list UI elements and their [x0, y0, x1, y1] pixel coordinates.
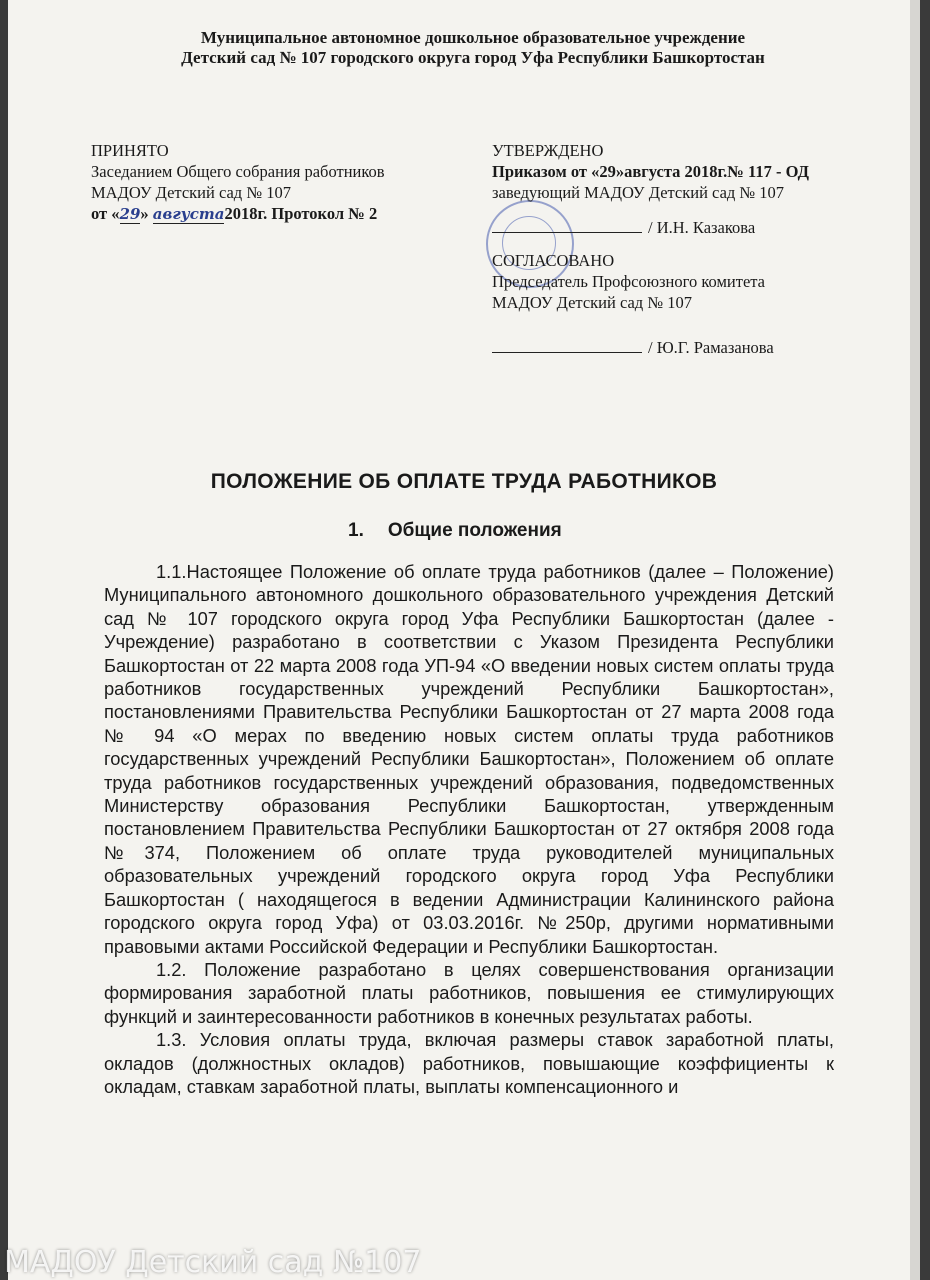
paragraph-1-1: 1.1.Настоящее Положение об оплате труда работников (далее – Положение) Муниципального автономного дошкольного образовательного учреждения Детский сад № 107 городского округа город Уфа Республики Башкортостан (далее - Учреждение) разработано в соответствии с Указом Президента Республики Башкортостан от 22 марта 2008 года УП-94 «О введении новых систем оплаты труда работников государственных учреждений Республики Башкортостан», постановлениями Правительства Республики Башкортостан от 27 марта 2008 года № 94 «О мерах по введению новых систем оплаты труда работников государственных учреждений Республики Башкортостан», Положением об оплате труда работников государственных учреждений образования, подведомственных Министерству образования Республики Башкортостан, утвержденным постановлением Правительства Республики Башкортостан от 27 октября 2008 года №374, Положением об оплате труда руководителей муниципальных образовательных учреждений городского округа город Уфа Республики Башкортостан ( находящегося в ведении Администрации Калининского района городского округа город Уфа) от 03.03.2016г. №250р, другими нормативными правовыми актами Российской Федерации и Республики Башкортостан.	[104, 561, 834, 957]
handwritten-day: 29	[119, 205, 141, 223]
accepted-date: от «29» августа2018г. Протокол № 2	[91, 204, 378, 223]
handwritten-month: августа	[152, 205, 225, 223]
agreed-line-2: МАДОУ Детский сад № 107	[492, 293, 692, 312]
approved-signer: / И.Н. Казакова	[648, 218, 756, 237]
page-edge-shadow	[910, 0, 920, 1280]
section-number: 1.	[348, 520, 364, 541]
accepted-line-1: Заседанием Общего собрания работников	[91, 162, 385, 181]
approved-line-2: заведующий МАДОУ Детский сад № 107	[492, 183, 785, 202]
accepted-line-2: МАДОУ Детский сад № 107	[91, 183, 291, 202]
approved-label: УТВЕРЖДЕНО	[492, 141, 604, 160]
approved-signature-row	[492, 217, 852, 238]
agreed-line-1: Председатель Профсоюзного комитета	[492, 272, 765, 291]
header-line-1: Муниципальное автономное дошкольное образовательное учреждение	[200, 28, 746, 47]
header-line-2: Детский сад № 107 городского округа город Уфа Республики Башкортостан	[181, 48, 765, 67]
agreed-signature-row	[492, 337, 852, 358]
section-heading	[348, 520, 562, 542]
paragraph-1-2: 1.2. Положение разработано в целях совершенствования организации формирования заработной платы работников, повышения ее стимулирующих функций и заинтересованности работников в конечных результатах работы.	[104, 958, 834, 1027]
accepted-label: ПРИНЯТО	[91, 141, 169, 160]
paragraph-1-3: 1.3. Условия оплаты труда, включая размеры ставок заработной платы, окладов (должностных окладов) работников, повышающие коэффициенты к окладам, ставкам заработной платы, выплаты компенсационного и	[104, 1029, 834, 1097]
approved-order: Приказом от «29»августа 2018г.№ 117 - ОД	[492, 162, 809, 181]
agreed-block	[492, 250, 852, 358]
accepted-block	[91, 140, 431, 225]
watermark: МАДОУ Детский сад №107	[4, 1245, 422, 1280]
approved-block	[492, 140, 852, 238]
document-title: ПОЛОЖЕНИЕ ОБ ОПЛАТЕ ТРУДА РАБОТНИКОВ	[210, 470, 718, 493]
organization-header	[68, 28, 878, 68]
signature-line	[492, 232, 642, 233]
agreed-signer: / Ю.Г. Рамазанова	[648, 338, 774, 357]
agreed-label: СОГЛАСОВАНО	[492, 251, 615, 270]
document-body	[104, 560, 834, 1098]
document-page	[8, 0, 920, 1280]
section-name: Общие положения	[387, 520, 562, 541]
signature-line	[492, 352, 642, 353]
